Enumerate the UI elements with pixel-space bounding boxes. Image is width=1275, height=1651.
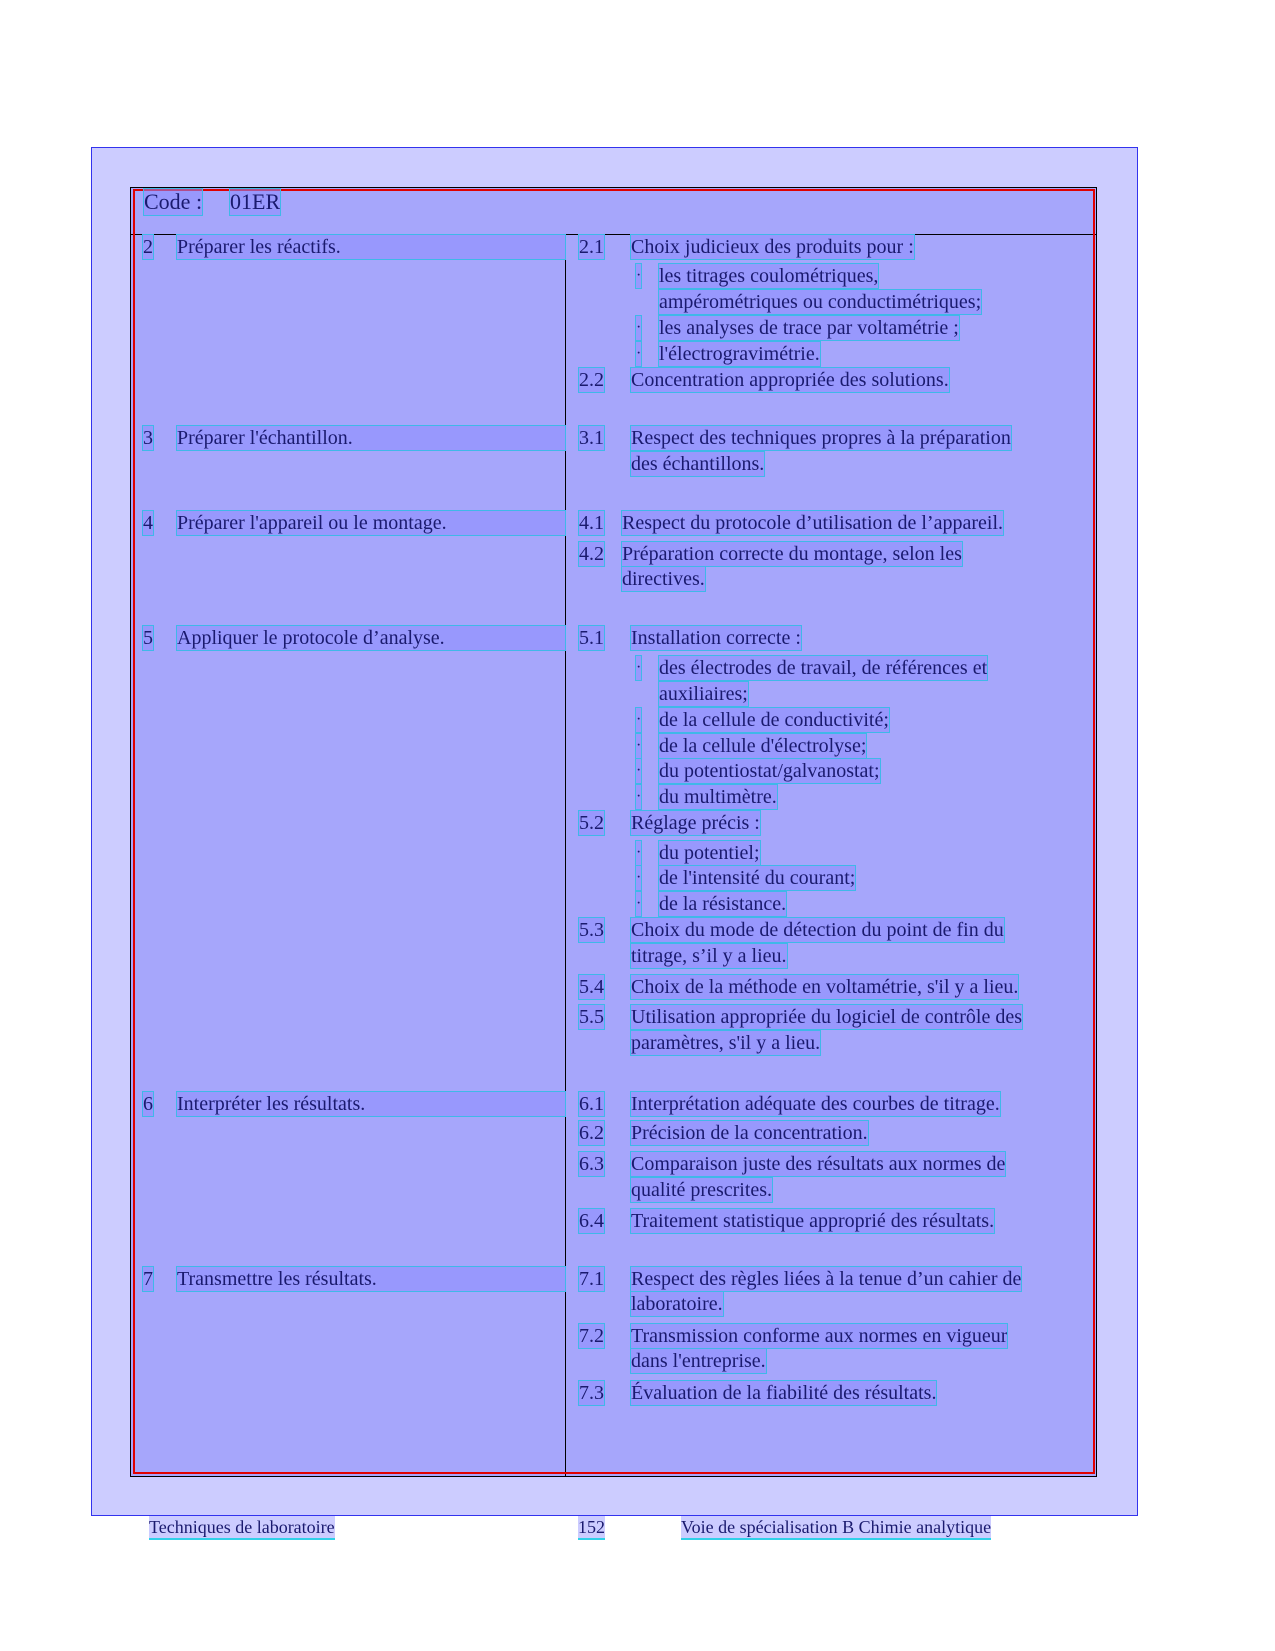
step-number: 2: [143, 236, 153, 258]
criterion-text: Traitement statistique approprié des résultats.: [631, 1210, 995, 1232]
step-text: Interpréter les résultats.: [177, 1092, 565, 1116]
bullet: ·: [636, 316, 641, 340]
criterion-subitem: du multimètre.: [659, 786, 777, 808]
criterion-number: 4.2: [579, 543, 604, 565]
criterion-subitem: de l'intensité du courant;: [659, 867, 856, 889]
criterion-subitem: des électrodes de travail, de références et: [659, 657, 988, 679]
footer-page-number: 152: [578, 1516, 605, 1540]
criterion-text: Utilisation appropriée du logiciel de contrôle des: [631, 1006, 1022, 1028]
criterion-subitem: les analyses de trace par voltamétrie ;: [659, 317, 959, 339]
criterion-subitem: ampérométriques ou conductimétriques;: [659, 291, 982, 313]
column-divider: [565, 235, 566, 1477]
criterion-text-cont: qualité prescrites.: [631, 1179, 773, 1201]
criterion-number: 6.4: [579, 1210, 604, 1232]
bullet: ·: [636, 892, 641, 916]
criterion-text: Précision de la concentration.: [631, 1122, 868, 1144]
criterion-subitem: de la résistance.: [659, 893, 787, 915]
criterion-number: 4.1: [579, 512, 604, 534]
bullet: ·: [636, 866, 641, 890]
bullet: ·: [636, 734, 641, 758]
criterion-number: 6.1: [579, 1093, 604, 1115]
criterion-number: 6.3: [579, 1153, 604, 1175]
step-number: 4: [143, 512, 153, 534]
code-value: 01ER: [230, 189, 281, 214]
criterion-text: Évaluation de la fiabilité des résultats.: [631, 1382, 937, 1404]
step-number: 5: [143, 627, 153, 649]
criterion-subitem: de la cellule de conductivité;: [659, 709, 889, 731]
criterion-text: Comparaison juste des résultats aux normes de: [631, 1153, 1006, 1175]
criterion-number: 5.1: [579, 627, 604, 649]
step-number: 3: [143, 427, 153, 449]
criterion-text: Concentration appropriée des solutions.: [631, 369, 949, 391]
criterion-subitem: du potentiel;: [659, 842, 760, 864]
footer-program: Techniques de laboratoire: [149, 1516, 335, 1540]
criterion-text: Interprétation adéquate des courbes de titrage.: [631, 1093, 1000, 1115]
criterion-number: 7.1: [579, 1268, 604, 1290]
bullet: ·: [636, 342, 641, 366]
criterion-text: Choix du mode de détection du point de fin du: [631, 919, 1004, 941]
criterion-text-cont: dans l'entreprise.: [631, 1350, 766, 1372]
criterion-text-cont: titrage, s’il y a lieu.: [631, 945, 787, 967]
bullet: ·: [636, 708, 641, 732]
criterion-number: 7.2: [579, 1325, 604, 1347]
criterion-text: Respect des règles liées à la tenue d’un cahier de: [631, 1268, 1022, 1290]
step-text: Appliquer le protocole d’analyse.: [177, 626, 565, 650]
criterion-number: 7.3: [579, 1382, 604, 1404]
step-text: Préparer l'échantillon.: [177, 426, 565, 450]
criterion-number: 5.2: [579, 812, 604, 834]
criterion-number: 5.4: [579, 976, 604, 998]
criterion-text: Installation correcte :: [631, 627, 801, 649]
criterion-number: 3.1: [579, 427, 604, 449]
criterion-text: Transmission conforme aux normes en vigueur: [631, 1325, 1008, 1347]
criterion-number: 5.5: [579, 1006, 604, 1028]
criterion-number: 2.1: [579, 236, 604, 258]
bullet: ·: [636, 264, 641, 288]
criterion-text: Respect des techniques propres à la préparation: [631, 427, 1011, 449]
criterion-subitem: du potentiostat/galvanostat;: [659, 760, 880, 782]
criterion-subitem: les titrages coulométriques,: [659, 265, 879, 287]
bullet: ·: [636, 785, 641, 809]
criterion-text-cont: directives.: [622, 568, 705, 590]
step-text: Préparer l'appareil ou le montage.: [177, 511, 565, 535]
criterion-number: 6.2: [579, 1122, 604, 1144]
step-text: Transmettre les résultats.: [177, 1267, 565, 1291]
criterion-subitem: de la cellule d'électrolyse;: [659, 735, 867, 757]
bullet: ·: [636, 841, 641, 865]
criterion-text-cont: paramètres, s'il y a lieu.: [631, 1032, 821, 1054]
criterion-text: Réglage précis :: [631, 812, 760, 834]
bullet: ·: [636, 759, 641, 783]
step-text: Préparer les réactifs.: [177, 235, 565, 259]
criterion-text: Choix de la méthode en voltamétrie, s'il y a lieu.: [631, 976, 1019, 998]
bullet: ·: [636, 656, 641, 680]
criterion-text-cont: laboratoire.: [631, 1293, 723, 1315]
criterion-number: 2.2: [579, 369, 604, 391]
step-number: 7: [143, 1268, 153, 1290]
criterion-subitem: l'électrogravimétrie.: [659, 343, 820, 365]
criterion-text-cont: des échantillons.: [631, 453, 765, 475]
criterion-number: 5.3: [579, 919, 604, 941]
criterion-text: Choix judicieux des produits pour :: [631, 236, 914, 258]
criterion-text: Respect du protocole d’utilisation de l’appareil.: [622, 512, 1003, 534]
code-label: Code :: [144, 189, 203, 214]
footer-specialization: Voie de spécialisation B Chimie analytique: [681, 1516, 991, 1540]
criterion-text: Préparation correcte du montage, selon les: [622, 543, 962, 565]
step-number: 6: [143, 1093, 153, 1115]
criterion-subitem: auxiliaires;: [659, 683, 748, 705]
